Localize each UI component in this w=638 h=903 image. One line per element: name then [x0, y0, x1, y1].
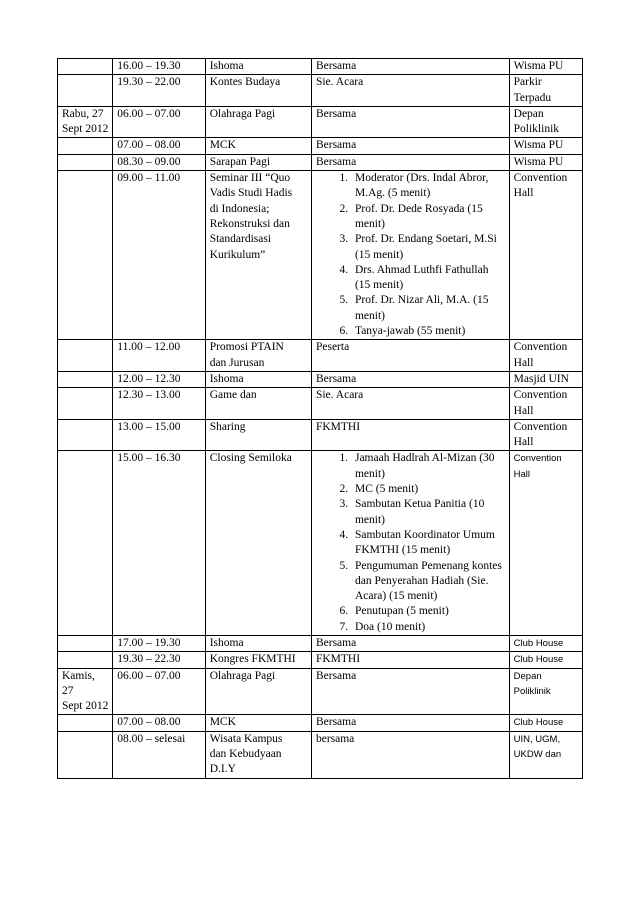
pic-cell: Bersama [311, 371, 509, 387]
pic-cell: FKMTHI [311, 419, 509, 451]
table-row [58, 154, 583, 170]
time-cell: 07.00 – 08.00 [113, 138, 205, 154]
place-cell: Club House [509, 635, 582, 651]
place-cell: Depan Poliklinik [509, 668, 582, 715]
day-cell: Rabu, 27 Sept 2012 [58, 106, 113, 138]
place-cell: Convention Hall [509, 419, 582, 451]
time-cell: 11.00 – 12.00 [113, 340, 205, 372]
pic-list-item: 6. Penutupan (5 menit) [351, 604, 506, 619]
pic-cell: bersama [311, 731, 509, 778]
day-cell [58, 154, 113, 170]
pic-cell [311, 451, 509, 636]
place-cell: Club House [509, 715, 582, 731]
document-page [57, 58, 583, 779]
activity-cell: Kontes Budaya [205, 75, 311, 107]
day-cell [58, 635, 113, 651]
day-cell [58, 340, 113, 372]
place-cell: Wisma PU [509, 59, 582, 75]
table-row [58, 451, 583, 636]
time-cell: 16.00 – 19.30 [113, 59, 205, 75]
pic-list-item: 5. Pengumuman Pemenang kontes dan Penyerahan Hadiah (Sie. Acara) (15 menit) [351, 559, 506, 605]
pic-cell: Sie. Acara [311, 388, 509, 420]
table-row [58, 171, 583, 340]
table-row [58, 59, 583, 75]
pic-cell: Bersama [311, 715, 509, 731]
table-row [58, 371, 583, 387]
table-row [58, 652, 583, 668]
pic-list-item: 2. Prof. Dr. Dede Rosyada (15 menit) [351, 202, 506, 233]
place-cell: Convention Hall [509, 451, 582, 636]
day-cell [58, 371, 113, 387]
pic-list [316, 451, 506, 635]
table-row [58, 635, 583, 651]
activity-cell: Olahraga Pagi [205, 668, 311, 715]
day-cell: Kamis, 27 Sept 2012 [58, 668, 113, 715]
day-cell [58, 715, 113, 731]
activity-cell: Sarapan Pagi [205, 154, 311, 170]
place-cell: Masjid UIN [509, 371, 582, 387]
pic-list-item: 4. Drs. Ahmad Luthfi Fathullah (15 menit) [351, 263, 506, 294]
pic-cell: Sie. Acara [311, 75, 509, 107]
pic-cell [311, 171, 509, 340]
pic-cell: Bersama [311, 59, 509, 75]
time-cell: 12.30 – 13.00 [113, 388, 205, 420]
pic-cell: Peserta [311, 340, 509, 372]
pic-cell: FKMTHI [311, 652, 509, 668]
table-row [58, 106, 583, 138]
activity-cell: MCK [205, 715, 311, 731]
place-cell: Club House [509, 652, 582, 668]
pic-cell: Bersama [311, 154, 509, 170]
pic-list-item: 4. Sambutan Koordinator Umum FKMTHI (15 menit) [351, 528, 506, 559]
day-cell [58, 388, 113, 420]
activity-cell: Kongres FKMTHI [205, 652, 311, 668]
activity-cell: MCK [205, 138, 311, 154]
day-cell [58, 138, 113, 154]
place-cell: Convention Hall [509, 340, 582, 372]
pic-cell: Bersama [311, 106, 509, 138]
table-row [58, 668, 583, 715]
pic-list-item: 3. Prof. Dr. Endang Soetari, M.Si (15 menit) [351, 232, 506, 263]
agenda-table-body [58, 59, 583, 779]
activity-cell: Promosi PTAIN dan Jurusan [205, 340, 311, 372]
pic-list-item: 6. Tanya-jawab (55 menit) [351, 324, 506, 339]
time-cell: 13.00 – 15.00 [113, 419, 205, 451]
pic-list-item: 3. Sambutan Ketua Panitia (10 menit) [351, 497, 506, 528]
place-cell: Depan Poliklinik [509, 106, 582, 138]
place-cell: Wisma PU [509, 138, 582, 154]
time-cell: 06.00 – 07.00 [113, 106, 205, 138]
place-cell: Convention Hall [509, 171, 582, 340]
pic-list-item: 5. Prof. Dr. Nizar Ali, M.A. (15 menit) [351, 293, 506, 324]
day-cell [58, 419, 113, 451]
time-cell: 09.00 – 11.00 [113, 171, 205, 340]
time-cell: 17.00 – 19.30 [113, 635, 205, 651]
table-row [58, 731, 583, 778]
place-cell: Parkir Terpadu [509, 75, 582, 107]
place-cell: Convention Hall [509, 388, 582, 420]
pic-list-item: 7. Doa (10 menit) [351, 620, 506, 635]
day-cell [58, 451, 113, 636]
activity-cell: Olahraga Pagi [205, 106, 311, 138]
pic-list-item: 1. Jamaah Hadlrah Al-Mizan (30 menit) [351, 451, 506, 482]
table-row [58, 388, 583, 420]
activity-cell: Game dan [205, 388, 311, 420]
pic-cell: Bersama [311, 138, 509, 154]
time-cell: 19.30 – 22.30 [113, 652, 205, 668]
table-row [58, 715, 583, 731]
activity-cell: Ishoma [205, 635, 311, 651]
day-cell [58, 171, 113, 340]
time-cell: 08.30 – 09.00 [113, 154, 205, 170]
pic-cell: Bersama [311, 635, 509, 651]
activity-cell: Ishoma [205, 371, 311, 387]
pic-list [316, 171, 506, 339]
day-cell [58, 652, 113, 668]
table-row [58, 419, 583, 451]
time-cell: 15.00 – 16.30 [113, 451, 205, 636]
activity-cell: Closing Semiloka [205, 451, 311, 636]
activity-cell: Sharing [205, 419, 311, 451]
day-cell [58, 731, 113, 778]
place-cell: Wisma PU [509, 154, 582, 170]
place-cell: UIN, UGM, UKDW dan [509, 731, 582, 778]
table-row [58, 75, 583, 107]
time-cell: 08.00 – selesai [113, 731, 205, 778]
activity-cell: Wisata Kampus dan Kebudyaan D.I.Y [205, 731, 311, 778]
pic-list-item: 1. Moderator (Drs. Indal Abror, M.Ag. (5 menit) [351, 171, 506, 202]
day-cell [58, 59, 113, 75]
time-cell: 07.00 – 08.00 [113, 715, 205, 731]
day-cell [58, 75, 113, 107]
pic-cell: Bersama [311, 668, 509, 715]
agenda-table [57, 58, 583, 779]
table-row [58, 340, 583, 372]
time-cell: 12.00 – 12.30 [113, 371, 205, 387]
activity-cell: Ishoma [205, 59, 311, 75]
time-cell: 19.30 – 22.00 [113, 75, 205, 107]
time-cell: 06.00 – 07.00 [113, 668, 205, 715]
pic-list-item: 2. MC (5 menit) [351, 482, 506, 497]
table-row [58, 138, 583, 154]
activity-cell: Seminar III “Quo Vadis Studi Hadis di Indonesia; Rekonstruksi dan Standardisasi Kurikulum” [205, 171, 311, 340]
